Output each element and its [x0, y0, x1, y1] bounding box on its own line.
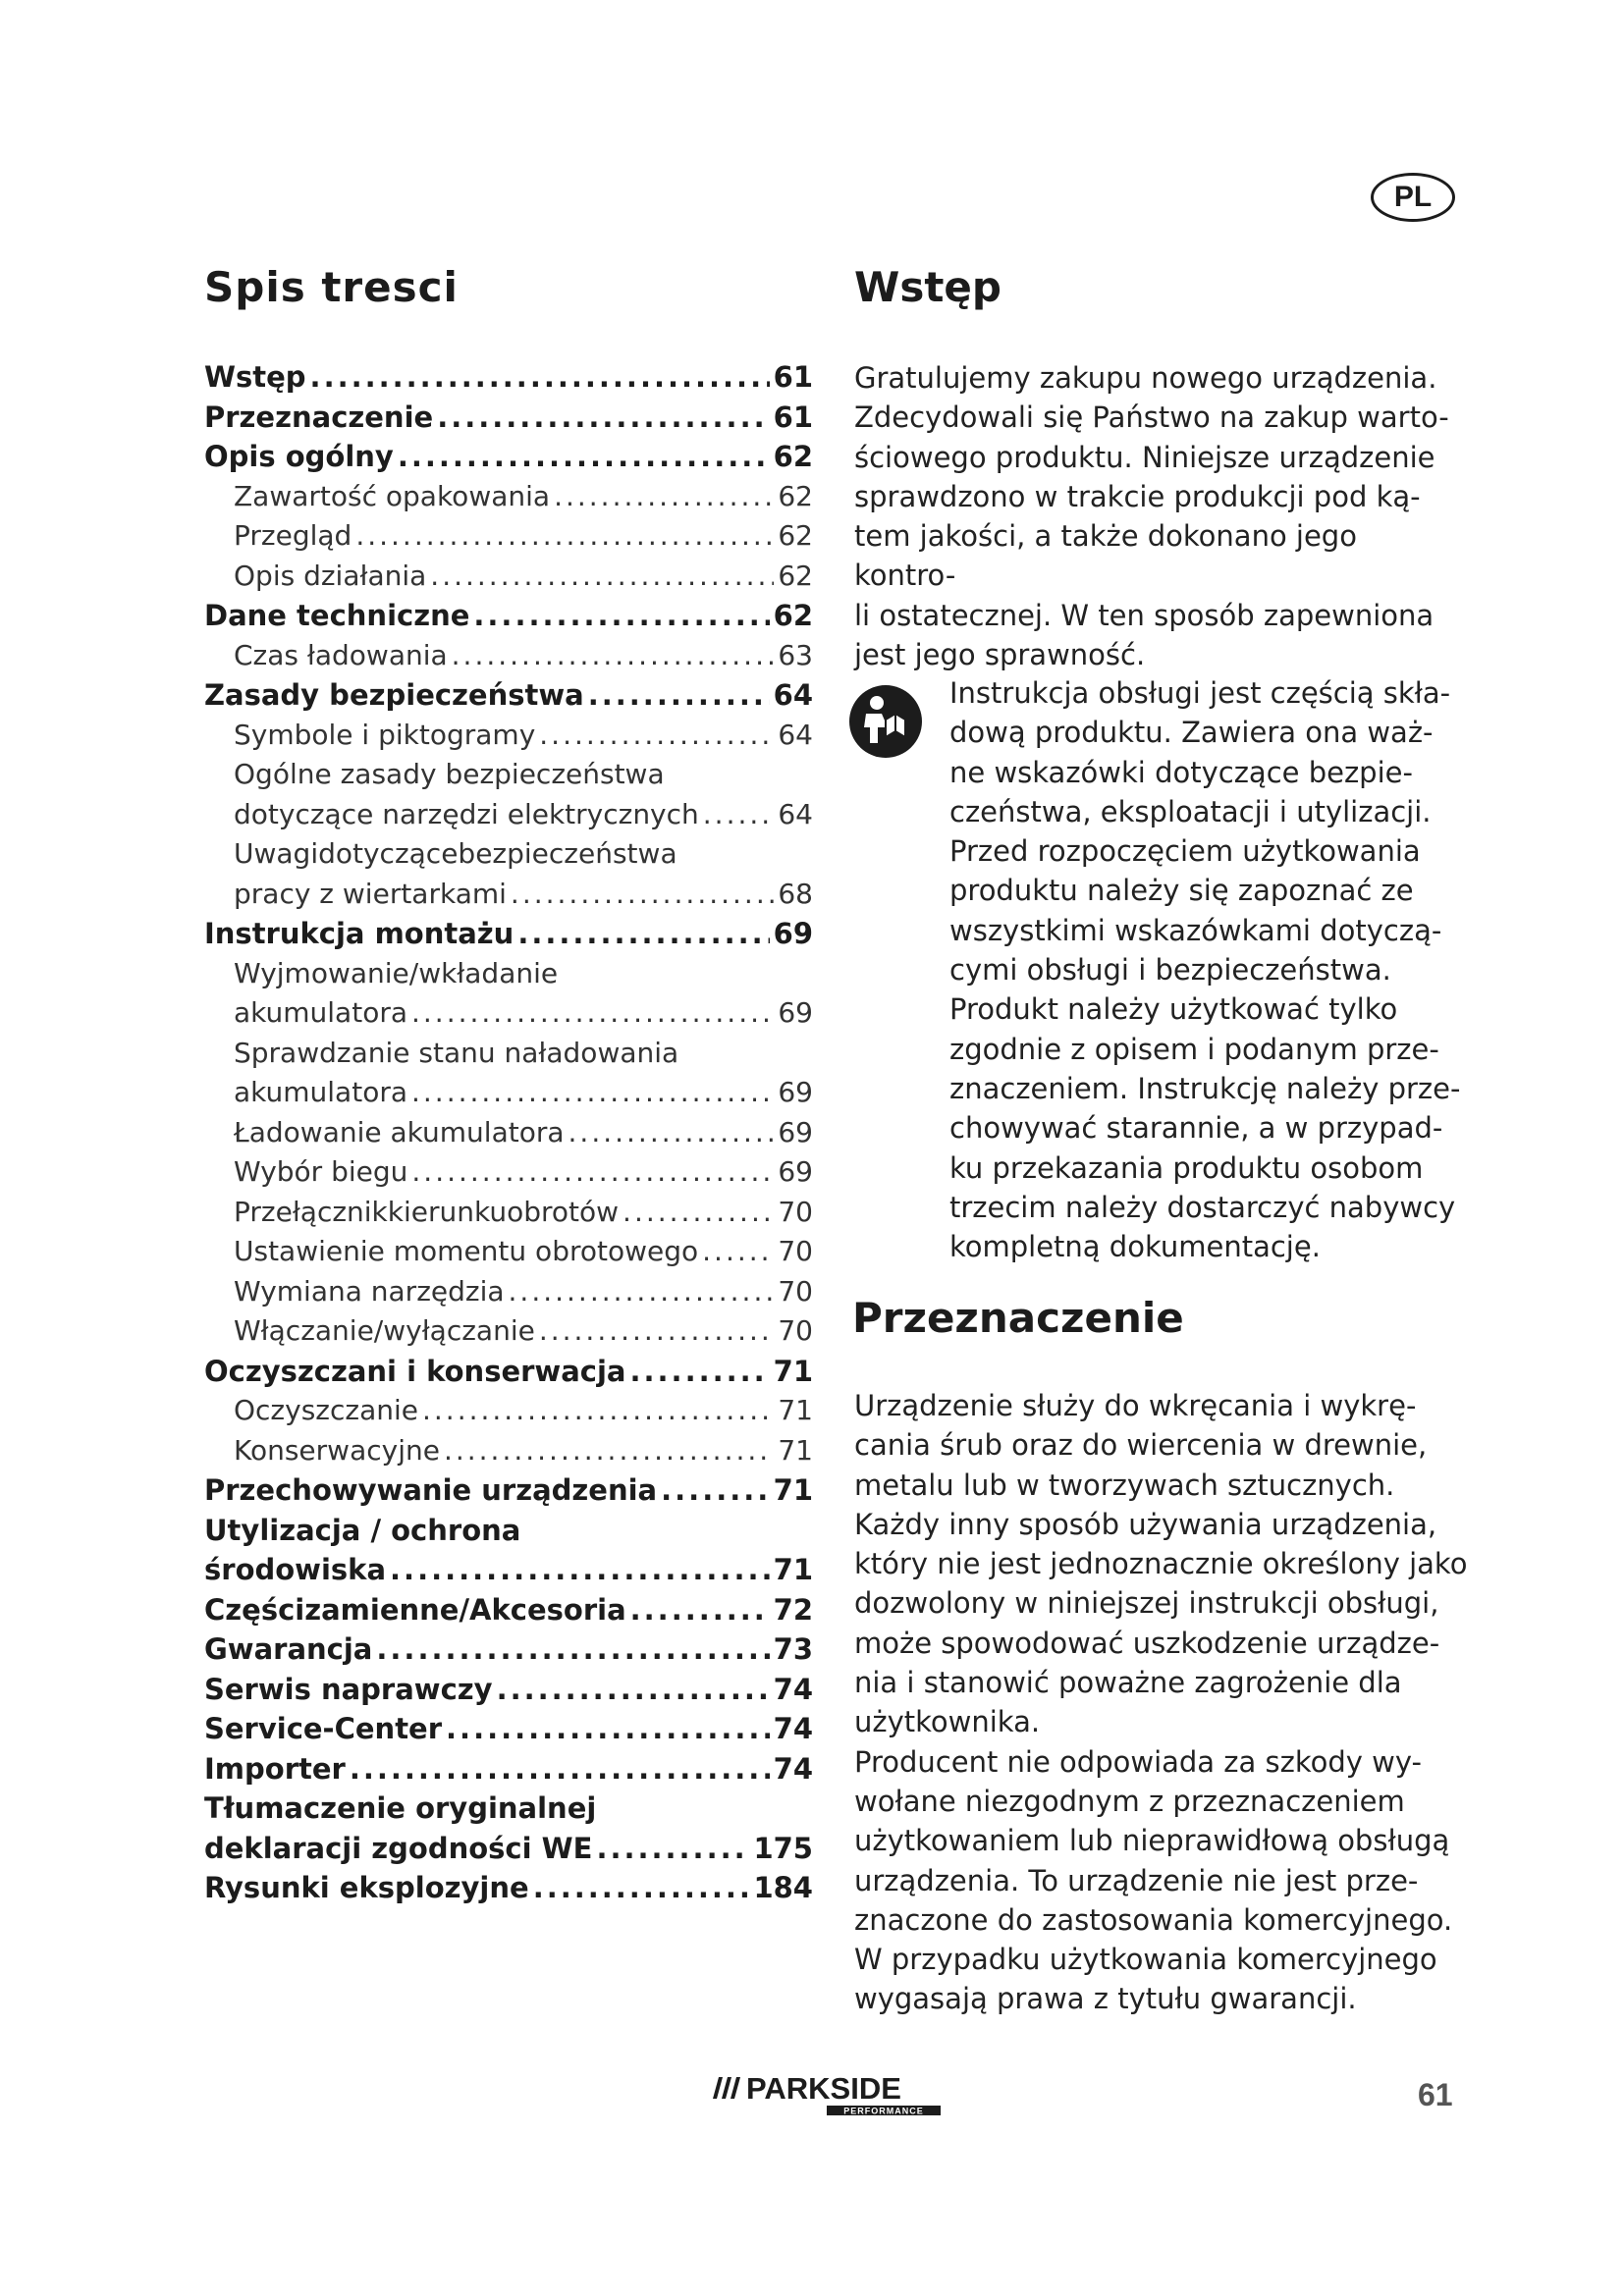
paragraph-line: W przypadku użytkowania komercyjnego	[854, 1943, 1437, 1977]
toc-entry-page: 71	[773, 1473, 813, 1507]
toc-entry-title: akumulatora	[234, 1076, 407, 1108]
toc-entry-page: 69	[778, 1115, 813, 1148]
paragraph-line: Przed rozpoczęciem użytkowania	[949, 834, 1421, 869]
toc-entry-title: Przechowywanie urządzenia	[204, 1473, 658, 1507]
toc-entry-title: Wstęp	[204, 360, 306, 394]
toc-subentry	[204, 878, 813, 918]
toc-entry-page: 61	[773, 360, 813, 394]
toc-entry-title: Service-Center	[204, 1712, 443, 1745]
toc-leader-dots	[511, 878, 774, 910]
toc-entry-title: Instrukcja montażu	[204, 917, 514, 950]
paragraph-line: Instrukcja obsługi jest częścią skła-	[949, 676, 1451, 710]
toc-entry-title: Sprawdzanie stanu naładowania	[234, 1036, 679, 1069]
toc-subentry	[204, 957, 813, 997]
toc-leader-dots	[398, 440, 770, 473]
toc-heading: Spis tresci	[204, 263, 459, 311]
toc-leader-dots	[390, 1553, 770, 1586]
toc-entry-title: Ogólne zasady bezpieczeństwa	[234, 758, 665, 790]
paragraph-line: tem jakości, a także dokonano jego kontro-	[854, 519, 1357, 593]
toc-entry	[204, 440, 813, 480]
toc-entry	[204, 1593, 813, 1633]
toc-entry-title: Ładowanie akumulatora	[234, 1115, 565, 1148]
toc-entry-title: pracy z wiertarkami	[234, 877, 507, 910]
toc-subentry	[204, 837, 813, 878]
toc-entry	[204, 678, 813, 719]
toc-entry-title: Konserwacyjne	[234, 1433, 440, 1467]
toc-entry-page: 62	[773, 599, 813, 632]
toc-entry-title: Przegląd	[234, 519, 352, 552]
toc-entry-page: 69	[778, 996, 813, 1029]
toc-subentry	[204, 1394, 813, 1434]
toc-entry-page: 68	[778, 877, 813, 910]
toc-leader-dots	[623, 1196, 774, 1228]
toc-entry	[204, 1473, 813, 1514]
toc-leader-dots	[533, 1871, 750, 1904]
toc-subentry	[204, 1037, 813, 1077]
paragraph-line: jest jego sprawność.	[854, 638, 1146, 672]
toc-entry-page: 70	[778, 1195, 813, 1228]
toc-leader-dots	[661, 1473, 770, 1507]
toc-entry-title: Uwagidotyczącebezpieczeństwa	[234, 837, 677, 870]
toc-leader-dots	[473, 599, 769, 632]
toc-leader-dots	[539, 1314, 775, 1347]
paragraph-line: Gratulujemy zakupu nowego urządzenia.	[854, 361, 1437, 395]
paragraph-line: chowywać starannie, a w przypad-	[949, 1111, 1443, 1146]
toc-leader-dots	[411, 1155, 774, 1188]
toc-entry-page: 71	[778, 1433, 813, 1467]
toc-subentry	[204, 1235, 813, 1275]
toc-entry-title: Opis ogólny	[204, 440, 394, 473]
paragraph-line: Zdecydowali się Państwo na zakup warto-	[854, 400, 1449, 435]
toc-subentry	[204, 560, 813, 600]
paragraph-line: znaczone do zastosowania komercyjnego.	[854, 1902, 1453, 1937]
toc-subentry	[204, 1434, 813, 1474]
paragraph-line: użytkowaniem lub nieprawidłową obsługą	[854, 1824, 1450, 1858]
paragraph-line: cymi obsługi i bezpieczeństwa.	[949, 953, 1391, 988]
toc-entry	[204, 1355, 813, 1395]
toc-entry	[204, 1871, 813, 1911]
toc-entry-page: 63	[778, 638, 813, 671]
toc-entry-title: Oczyszczani i konserwacja	[204, 1354, 626, 1388]
toc-leader-dots	[355, 519, 774, 552]
toc-entry	[204, 1632, 813, 1673]
toc-leader-dots	[596, 1832, 749, 1865]
toc-subentry	[204, 1116, 813, 1156]
paragraph-line: metalu lub w tworzywach sztucznych.	[854, 1468, 1395, 1502]
toc-subentry	[204, 719, 813, 759]
toc-entry-page: 62	[773, 440, 813, 473]
page-number: 61	[1418, 2077, 1453, 2112]
toc-leader-dots	[411, 1076, 774, 1108]
toc-entry-page: 74	[773, 1672, 813, 1706]
paragraph-line: kompletną dokumentację.	[949, 1230, 1321, 1264]
toc-subentry	[204, 1314, 813, 1355]
paragraph-line: nia i stanowić poważne zagrożenie dla	[854, 1666, 1402, 1700]
toc-entry-page: 70	[778, 1314, 813, 1347]
toc-entry-page: 64	[778, 718, 813, 751]
toc-leader-dots	[411, 996, 774, 1029]
toc-entry-page: 69	[773, 917, 813, 950]
table-of-contents	[204, 360, 813, 1911]
toc-entry-title: Opis działania	[234, 559, 427, 592]
toc-entry-page: 184	[753, 1871, 813, 1904]
paragraph-line: wygasają prawa z tytułu gwarancji.	[854, 1982, 1357, 2016]
toc-entry-title: Tłumaczenie oryginalnej	[204, 1791, 597, 1825]
toc-leader-dots	[452, 639, 775, 671]
toc-subentry	[204, 996, 813, 1037]
read-manual-icon	[848, 684, 923, 759]
paragraph-line: Producent nie odpowiada za szkody wy-	[854, 1744, 1422, 1779]
toc-leader-dots	[554, 480, 774, 512]
paragraph-line: może spowodować uszkodzenie urządze-	[854, 1626, 1440, 1660]
paragraph-line: sprawdzono w trakcie produkcji pod ką-	[854, 479, 1421, 513]
toc-leader-dots	[437, 400, 769, 434]
wstep-intro-paragraph	[854, 358, 1463, 674]
toc-subentry	[204, 1196, 813, 1236]
paragraph-line: produktu należy się zapoznać ze	[949, 874, 1414, 908]
paragraph-line: który nie jest jednoznacznie określony jako	[854, 1547, 1468, 1581]
toc-entry-page: 70	[778, 1274, 813, 1308]
toc-entry-title: dotyczące narzędzi elektrycznych	[234, 797, 699, 830]
toc-leader-dots	[446, 1712, 770, 1745]
paragraph-line: użytkownika.	[854, 1705, 1041, 1739]
toc-subentry	[204, 798, 813, 838]
toc-entry	[204, 917, 813, 957]
toc-entry-title: Symbole i piktogramy	[234, 718, 536, 751]
toc-entry	[204, 360, 813, 400]
toc-leader-dots	[630, 1593, 770, 1627]
toc-leader-dots	[422, 1394, 774, 1426]
toc-entry-title: Utylizacja / ochrona	[204, 1513, 521, 1547]
toc-entry-title: Wymiana narzędzia	[234, 1274, 505, 1308]
toc-leader-dots	[568, 1116, 775, 1148]
paragraph-line: wołane niezgodnym z przeznaczeniem	[854, 1784, 1405, 1818]
toc-subentry	[204, 1076, 813, 1116]
paragraph-line: dową produktu. Zawiera ona waż-	[949, 716, 1434, 750]
paragraph-line: zgodnie z opisem i podanym prze-	[949, 1032, 1439, 1066]
wstep-heading: Wstęp	[854, 263, 1001, 311]
toc-entry-page: 73	[773, 1632, 813, 1666]
toc-leader-dots	[703, 798, 775, 830]
toc-entry-page: 62	[778, 479, 813, 512]
brand-subline: PERFORMANCE	[843, 2106, 924, 2116]
parkside-logo	[709, 2069, 947, 2118]
toc-entry-title: Zawartość opakowania	[234, 479, 551, 512]
toc-entry-title: akumulatora	[234, 996, 407, 1029]
toc-leader-dots	[539, 719, 774, 751]
paragraph-line: czeństwa, eksploatacji i utylizacji.	[949, 794, 1432, 828]
paragraph-line: li ostatecznej. W ten sposób zapewniona	[854, 598, 1435, 632]
toc-entry-title: deklaracji zgodności WE	[204, 1831, 593, 1865]
toc-entry-page: 71	[773, 1553, 813, 1586]
toc-subentry	[204, 758, 813, 798]
paragraph-line: ściowego produktu. Niniejsze urządzenie	[854, 440, 1435, 474]
toc-entry	[204, 400, 813, 441]
manual-notice-paragraph	[949, 673, 1465, 1266]
toc-entry-page: 69	[778, 1155, 813, 1188]
toc-subentry	[204, 639, 813, 679]
toc-entry	[204, 1553, 813, 1593]
toc-entry-title: Wyjmowanie/wkładanie	[234, 956, 559, 989]
toc-entry-title: Dane techniczne	[204, 599, 470, 632]
toc-entry-page: 61	[773, 400, 813, 434]
toc-entry	[204, 1514, 813, 1554]
paragraph-line: urządzenia. To urządzenie nie jest prze-	[854, 1863, 1419, 1897]
przeznaczenie-heading: Przeznaczenie	[852, 1294, 1184, 1342]
toc-entry-page: 175	[753, 1831, 813, 1865]
toc-entry-title: Przeznaczenie	[204, 400, 434, 434]
paragraph-line: dozwolony w niniejszej instrukcji obsługi,	[854, 1586, 1439, 1621]
toc-leader-dots	[376, 1632, 769, 1666]
toc-leader-dots	[588, 678, 770, 712]
toc-entry-title: Oczyszczanie	[234, 1394, 418, 1426]
toc-entry-title: Ustawienie momentu obrotowego	[234, 1235, 699, 1267]
toc-leader-dots	[509, 1275, 775, 1308]
toc-entry	[204, 599, 813, 639]
toc-entry	[204, 1673, 813, 1713]
toc-leader-dots	[350, 1752, 770, 1786]
toc-entry	[204, 1712, 813, 1752]
paragraph-line: znaczeniem. Instrukcję należy prze-	[949, 1071, 1461, 1105]
toc-entry-page: 72	[773, 1592, 813, 1627]
toc-entry-title: Serwis naprawczy	[204, 1672, 493, 1706]
toc-entry-page: 64	[773, 678, 813, 712]
toc-entry-page: 70	[778, 1235, 813, 1267]
paragraph-line: ne wskazówki dotyczące bezpie-	[949, 755, 1413, 789]
toc-subentry	[204, 1155, 813, 1196]
toc-entry	[204, 1832, 813, 1872]
toc-subentry	[204, 480, 813, 520]
toc-entry-page: 69	[778, 1076, 813, 1108]
paragraph-line: wszystkimi wskazówkami dotyczą-	[949, 913, 1442, 947]
toc-entry-page: 64	[778, 797, 813, 830]
toc-subentry	[204, 519, 813, 560]
toc-entry-title: Przełącznikkierunkuobrotów	[234, 1195, 620, 1228]
paragraph-line: Każdy inny sposób używania urządzenia,	[854, 1507, 1437, 1541]
toc-entry-title: Zasady bezpieczeństwa	[204, 678, 584, 712]
toc-leader-dots	[517, 917, 769, 950]
paragraph-line: ku przekazania produktu osobom	[949, 1150, 1424, 1185]
paragraph-line: cania śrub oraz do wiercenia w drewnie,	[854, 1428, 1428, 1463]
paragraph-line: Produkt należy użytkować tylko	[949, 992, 1398, 1027]
toc-entry-page: 62	[778, 559, 813, 592]
toc-entry-title: Importer	[204, 1751, 346, 1786]
toc-leader-dots	[310, 360, 770, 394]
toc-leader-dots	[497, 1673, 770, 1706]
toc-entry-page: 71	[773, 1354, 813, 1388]
toc-entry-page: 62	[778, 519, 813, 552]
brand-name: PARKSIDE	[746, 2071, 901, 2106]
toc-entry-title: Wybór biegu	[234, 1155, 408, 1188]
toc-leader-dots	[430, 560, 774, 592]
toc-subentry	[204, 1275, 813, 1315]
language-badge: PL	[1371, 173, 1455, 222]
toc-entry-title: Gwarancja	[204, 1632, 373, 1666]
toc-entry-title: Włączanie/wyłączanie	[234, 1314, 535, 1347]
toc-entry-title: Czas ładowania	[234, 638, 448, 671]
toc-entry-page: 71	[778, 1394, 813, 1426]
toc-leader-dots	[444, 1434, 774, 1467]
toc-entry	[204, 1752, 813, 1792]
przeznaczenie-paragraph	[854, 1386, 1471, 2019]
toc-leader-dots	[702, 1235, 774, 1267]
toc-entry-page: 74	[773, 1712, 813, 1745]
paragraph-line: Urządzenie służy do wkręcania i wykrę-	[854, 1389, 1417, 1422]
toc-entry-title: środowiska	[204, 1553, 387, 1586]
toc-entry	[204, 1791, 813, 1832]
toc-leader-dots	[630, 1355, 770, 1388]
toc-entry-title: Rysunki eksplozyjne	[204, 1871, 529, 1904]
toc-entry-title: Częścizamienne/Akcesoria	[204, 1592, 626, 1627]
paragraph-line: trzecim należy dostarczyć nabywcy	[949, 1190, 1456, 1224]
toc-entry-page: 74	[773, 1751, 813, 1786]
